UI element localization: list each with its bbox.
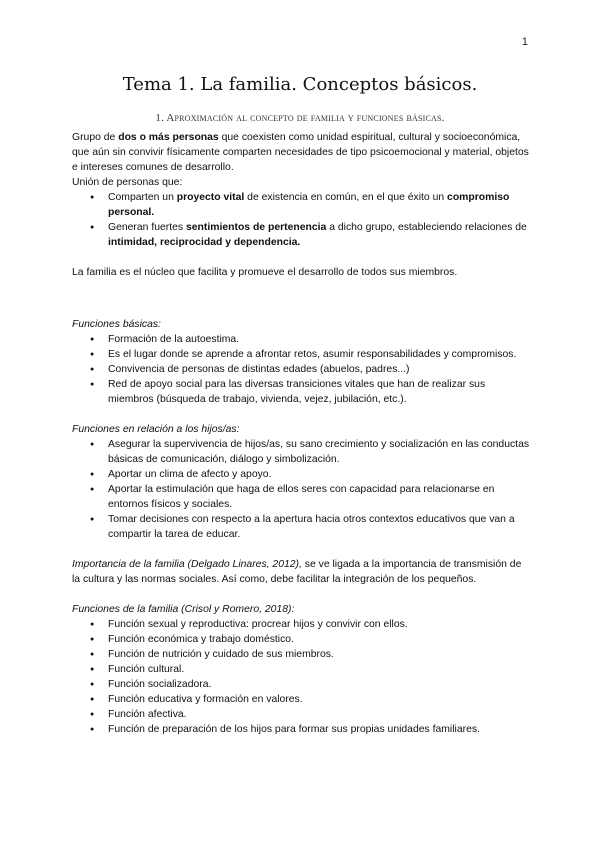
- list-item: ● Función afectiva.: [102, 707, 530, 722]
- list-item: ● Es el lugar donde se aprende a afrontar retos, asumir responsabilidades y compromisos.: [102, 347, 530, 362]
- list-item: ● Generan fuertes sentimientos de pertenencia a dicho grupo, estableciendo relaciones de intimidad, reciprocidad y dependencia.: [102, 220, 530, 250]
- list-item: ● Aportar la estimulación que haga de ellos seres con capacidad para relacionarse en entornos físicos y sociales.: [102, 482, 530, 512]
- intro-summary: La familia es el núcleo que facilita y promueve el desarrollo de todos sus miembros.: [72, 267, 458, 278]
- importancia-paragraph: Importancia de la familia (Delgado Linares, 2012), se ve ligada a la importancia de transmisión de la cultura y las normas sociales. Así como, debe facilitar la integración de los pequeños.: [72, 559, 522, 585]
- funciones-hijos-heading: Funciones en relación a los hijos/as:: [72, 424, 240, 435]
- list-item: ● Función cultural.: [102, 662, 530, 677]
- intro-definition: Grupo de dos o más personas que coexisten como unidad espiritual, cultural y socioeconómica, que aún sin convivir físicamente comparten necesidades de tipo psicoemocional y material, objetos e intereses comunes de desarrollo.: [72, 132, 529, 173]
- funciones-familia-list: [72, 617, 530, 737]
- list-item: ● Red de apoyo social para las diversas transiciones vitales que han de realizar sus miembros (búsqueda de trabajo, vivienda, vejez, jubilación, etc.).: [102, 377, 530, 407]
- list-item: ● Función sexual y reproductiva: procrear hijos y convivir con ellos.: [102, 617, 530, 632]
- list-item: ● Función educativa y formación en valores.: [102, 692, 530, 707]
- list-item: ● Convivencia de personas de distintas edades (abuelos, padres...): [102, 362, 530, 377]
- list-item: ● Aportar un clima de afecto y apoyo.: [102, 467, 530, 482]
- list-item: ● Función de nutrición y cuidado de sus miembros.: [102, 647, 530, 662]
- intro-bullet-list: [72, 190, 530, 250]
- funciones-hijos-list: [72, 437, 530, 542]
- list-item: ● Función de preparación de los hijos para formar sus propias unidades familiares.: [102, 722, 530, 737]
- page-number: 1: [521, 36, 528, 48]
- section-subtitle: 1. Aproximación al concepto de familia y funciones básicas.: [155, 112, 445, 124]
- funciones-familia-heading: Funciones de la familia (Crisol y Romero, 2018):: [72, 604, 295, 615]
- page-title: Tema 1. La familia. Conceptos básicos.: [122, 74, 478, 95]
- document-body: [72, 130, 530, 737]
- list-item: ● Función económica y trabajo doméstico.: [102, 632, 530, 647]
- list-item: ● Asegurar la supervivencia de hijos/as, su sano crecimiento y socialización en las conductas básicas de comunicación, diálogo y simbolización.: [102, 437, 530, 467]
- list-item: ● Tomar decisiones con respecto a la apertura hacia otros contextos educativos que van a compartir la tarea de educar.: [102, 512, 530, 542]
- funciones-basicas-list: [72, 332, 530, 407]
- list-item: ● Comparten un proyecto vital de existencia en común, en el que éxito un compromiso personal.: [102, 190, 530, 220]
- funciones-basicas-heading: Funciones básicas:: [72, 319, 161, 330]
- intro-union: Unión de personas que:: [72, 177, 183, 188]
- list-item: ● Formación de la autoestima.: [102, 332, 530, 347]
- list-item: ● Función socializadora.: [102, 677, 530, 692]
